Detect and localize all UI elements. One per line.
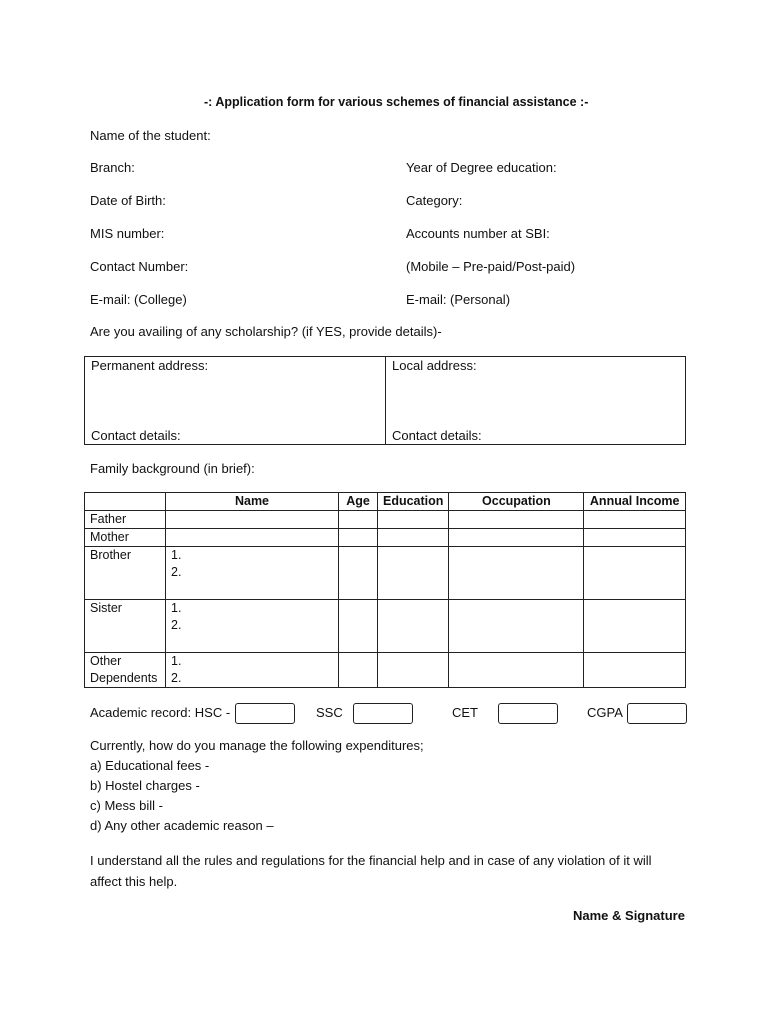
cgpa-score-box[interactable] — [627, 703, 687, 724]
permanent-contact-label: Contact details: — [91, 428, 181, 443]
hsc-score-box[interactable] — [235, 703, 295, 724]
family-background-label: Family background (in brief): — [90, 461, 255, 476]
ssc-score-box[interactable] — [353, 703, 413, 724]
cet-score-box[interactable] — [498, 703, 558, 724]
cgpa-label: CGPA — [587, 705, 623, 720]
expenditure-intro: Currently, how do you manage the following expenditures; — [90, 738, 424, 753]
permanent-address-cell[interactable] — [85, 357, 386, 445]
student-name-label: Name of the student: — [90, 128, 211, 143]
education-cell[interactable] — [378, 600, 449, 653]
income-cell[interactable] — [584, 547, 686, 600]
sbi-account-label: Accounts number at SBI: — [406, 226, 550, 241]
branch-label: Branch: — [90, 160, 135, 175]
occupation-cell[interactable] — [449, 547, 584, 600]
occupation-cell[interactable] — [449, 529, 584, 547]
header-relation — [85, 493, 166, 511]
entry-number: 2. — [171, 618, 182, 632]
cet-label: CET — [452, 705, 478, 720]
education-cell[interactable] — [378, 529, 449, 547]
expenditure-other: d) Any other academic reason – — [90, 818, 274, 833]
relation-father: Father — [85, 511, 166, 529]
table-row — [85, 547, 686, 600]
email-personal-label: E-mail: (Personal) — [406, 292, 511, 307]
name-cell[interactable] — [166, 600, 339, 653]
address-table — [84, 356, 686, 445]
income-cell[interactable] — [584, 600, 686, 653]
name-cell[interactable] — [166, 529, 339, 547]
header-name: Name — [166, 493, 339, 511]
relation-other-dependents — [85, 653, 166, 688]
entry-number: 1. — [171, 548, 182, 562]
occupation-cell[interactable] — [449, 511, 584, 529]
relation-line: Dependents — [90, 671, 158, 685]
declaration-line-2: affect this help. — [90, 874, 178, 889]
entry-number: 2. — [171, 565, 182, 579]
table-row — [85, 653, 686, 688]
family-table — [84, 492, 686, 688]
contact-number-label: Contact Number: — [90, 259, 189, 274]
expenditure-educational-fees: a) Educational fees - — [90, 758, 210, 773]
header-occupation: Occupation — [449, 493, 584, 511]
header-education: Education — [378, 493, 449, 511]
local-address-cell[interactable] — [386, 357, 686, 445]
expenditure-mess-bill: c) Mess bill - — [90, 798, 163, 813]
relation-line: Other — [90, 654, 122, 668]
entry-number: 2. — [171, 671, 182, 685]
mobile-type-label: (Mobile – Pre-paid/Post-paid) — [406, 259, 576, 274]
dob-label: Date of Birth: — [90, 193, 166, 208]
year-label: Year of Degree education: — [406, 160, 557, 175]
occupation-cell[interactable] — [449, 600, 584, 653]
age-cell[interactable] — [339, 529, 378, 547]
category-label: Category: — [406, 193, 463, 208]
age-cell[interactable] — [339, 653, 378, 688]
relation-brother: Brother — [85, 547, 166, 600]
table-row — [85, 600, 686, 653]
email-college-label: E-mail: (College) — [90, 292, 187, 307]
relation-sister: Sister — [85, 600, 166, 653]
signature-label: Name & Signature — [573, 908, 685, 923]
expenditure-hostel-charges: b) Hostel charges - — [90, 778, 200, 793]
age-cell[interactable] — [339, 600, 378, 653]
education-cell[interactable] — [378, 511, 449, 529]
header-annual-income: Annual Income — [584, 493, 686, 511]
income-cell[interactable] — [584, 511, 686, 529]
ssc-label: SSC — [316, 705, 343, 720]
local-contact-label: Contact details: — [392, 428, 482, 443]
income-cell[interactable] — [584, 529, 686, 547]
family-table-header — [85, 493, 686, 511]
age-cell[interactable] — [339, 511, 378, 529]
income-cell[interactable] — [584, 653, 686, 688]
education-cell[interactable] — [378, 547, 449, 600]
name-cell[interactable] — [166, 653, 339, 688]
scholarship-label: Are you availing of any scholarship? (if YES, provide details)- — [90, 324, 442, 339]
academic-record-label: Academic record: HSC - — [90, 705, 231, 720]
education-cell[interactable] — [378, 653, 449, 688]
table-row — [85, 511, 686, 529]
mis-label: MIS number: — [90, 226, 165, 241]
entry-number: 1. — [171, 654, 182, 668]
declaration-line-1: I understand all the rules and regulations for the financial help and in case of any violation of it will — [90, 853, 652, 868]
permanent-address-label: Permanent address: — [91, 358, 209, 373]
name-cell[interactable] — [166, 547, 339, 600]
page-title: -: Application form for various schemes of financial assistance :- — [204, 95, 589, 109]
age-cell[interactable] — [339, 547, 378, 600]
relation-mother: Mother — [85, 529, 166, 547]
occupation-cell[interactable] — [449, 653, 584, 688]
header-age: Age — [339, 493, 378, 511]
entry-number: 1. — [171, 601, 182, 615]
local-address-label: Local address: — [392, 358, 477, 373]
name-cell[interactable] — [166, 511, 339, 529]
table-row — [85, 529, 686, 547]
